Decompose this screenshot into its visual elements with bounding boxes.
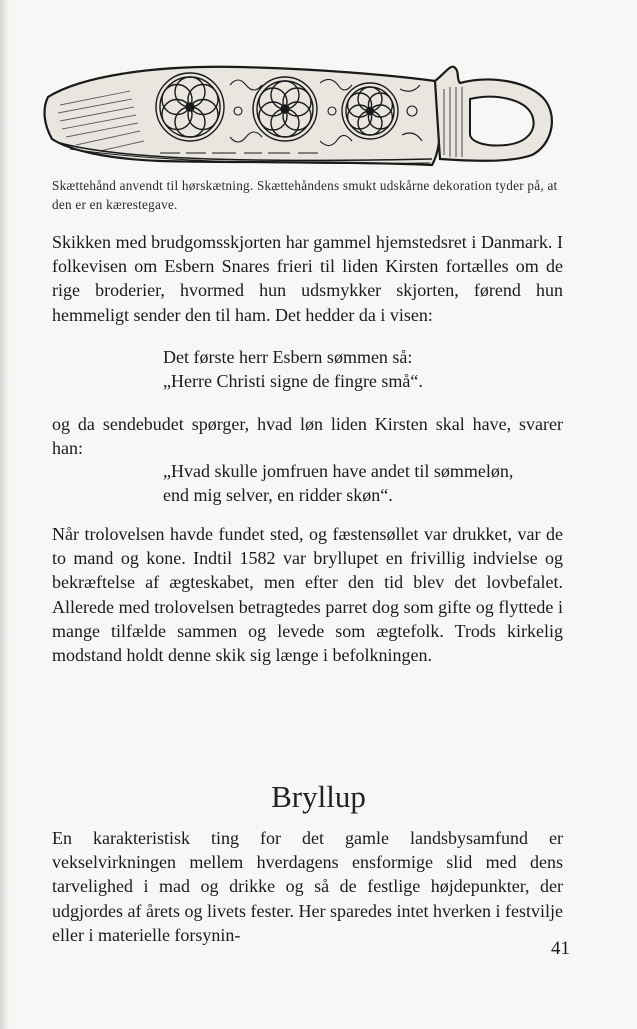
verse-soemmeloen [163, 459, 563, 507]
paragraph-brudgomsskjorte: Skikken med brudgomsskjorten har gammel hjemstedsret i Danmark. I folkevisen om Esbern Snares frieri til liden Kirsten fortælles om de rige broderier, hvormed hun udsmykker skjorten, førend hun hemmeligt sender den til ham. Det hedder da i visen: [52, 232, 563, 325]
paragraph-trolovelse: Når trolovelsen havde fundet sted, og fæstensøllet var drukket, var de to mand og kone. Indtil 1582 var bryllupet en frivillig indvielse og bekræftelse af ægteskabet, men efter den tid blev det lovbefalet. Allerede med trolovelsen betragtedes parret dog som gifte og flyttede i mange tilfælde sammen og levede som ægtefolk. Trods kirkelig modstand holdt denne skik sig længe i befolkningen. [52, 524, 563, 666]
paragraph-landsbysamfund: En karakteristisk ting for det gamle landsbysamfund er vekselvirkningen mellem hverdagens ensformige slid med dens tarvelighed i mad og drikke og så de festlige højdepunkter, der udgjordes af årets og livets fester. Her sparedes intet hverken i festvilje eller i materielle forsynin- [52, 828, 563, 945]
verse-line: Det første herr Esbern sømmen så: [163, 347, 413, 367]
section-heading: Bryllup [271, 779, 366, 814]
verse-line: „Herre Christi signe de fingre små“. [163, 371, 423, 392]
page-number: 41 [551, 938, 570, 959]
page-edge-shadow [0, 0, 10, 1029]
verse-line: end mig selver, en ridder skøn“. [163, 485, 393, 506]
carved-scutching-board-icon [40, 55, 580, 175]
verse-esbern [163, 345, 563, 393]
verse-line: „Hvad skulle jomfruen have andet til sømmeløn, [163, 461, 514, 481]
paragraph-sendebud: og da sendebudet spørger, hvad løn liden Kirsten skal have, svarer han: [52, 414, 563, 459]
figure-caption: Skættehånd anvendt til hørskætning. Skættehåndens smukt udskårne dekoration tyder på, at den er en kærestegave. [52, 178, 558, 212]
